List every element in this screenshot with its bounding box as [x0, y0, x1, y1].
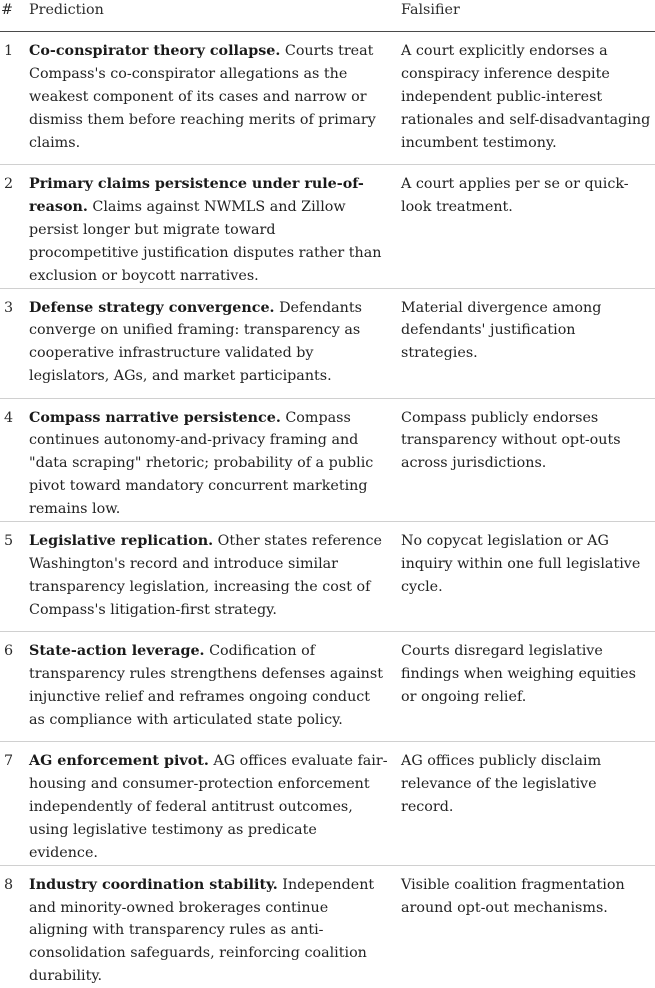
row-number: 4 [0, 398, 29, 522]
prediction-cell [29, 632, 401, 742]
prediction-cell [29, 865, 401, 988]
table-row [0, 632, 655, 742]
header-falsifier: Falsifier [401, 0, 655, 32]
table-row [0, 398, 655, 522]
falsifier-cell: AG offices publicly disclaim relevance of the legislative record. [401, 742, 655, 866]
prediction-text: Compass continues autonomy-and-privacy framing and "data scraping" rhetoric; probability of a public pivot toward mandatory concurrent marketing remains low. [29, 409, 374, 518]
prediction-cell [29, 288, 401, 398]
header-row [0, 0, 655, 32]
falsifier-cell: A court explicitly endorses a conspiracy inference despite independent public-interest rationales and self-disadvantaging incumbent testimony. [401, 32, 655, 165]
falsifier-cell: Visible coalition fragmentation around opt-out mechanisms. [401, 876, 625, 916]
prediction-text: Independent and minority-owned brokerages continue aligning with transparency rules as anti-consolidation safeguards, reinforcing coalition durability. [29, 876, 375, 985]
prediction-title: Primary claims persistence under rule-of-reason. [29, 176, 364, 215]
table-row [0, 742, 655, 866]
prediction-text: AG offices evaluate fair-housing and consumer-protection enforcement independently of federal antitrust outcomes, using legislative testimony as predicate evidence. [29, 753, 388, 861]
prediction-title: Industry coordination stability. [29, 876, 278, 893]
table-row [0, 522, 655, 632]
table-row [0, 865, 655, 988]
table-row [0, 32, 655, 165]
row-number: 5 [0, 522, 29, 632]
prediction-text: Other states reference Washington's record and introduce similar transparency legislation, increasing the cost of Compass's litigation-first strategy. [29, 533, 382, 618]
prediction-cell [29, 32, 401, 165]
prediction-cell [29, 165, 401, 289]
row-number: 7 [0, 742, 29, 866]
table-row [0, 165, 655, 289]
falsifier-cell: A court applies per se or quick-look treatment. [401, 165, 655, 289]
row-number: 1 [0, 32, 29, 165]
prediction-cell [29, 742, 401, 866]
header-number: # [0, 0, 29, 32]
header-prediction: Prediction [29, 0, 401, 32]
falsifier-cell: Material divergence among defendants' justification strategies. [401, 288, 655, 398]
prediction-title: Defense strategy convergence. [29, 299, 275, 316]
prediction-title: Compass narrative persistence. [29, 409, 281, 426]
prediction-text: Codification of transparency rules strengthens defenses against injunctive relief and reframes ongoing conduct as compliance with articulated state policy. [29, 643, 383, 728]
falsifier-cell: No copycat legislation or AG inquiry within one full legislative cycle. [401, 522, 655, 632]
prediction-title: Legislative replication. [29, 533, 214, 550]
prediction-text: Claims against NWMLS and Zillow persist longer but migrate toward procompetitive justification disputes rather than exclusion or boycott narratives. [29, 198, 382, 284]
falsifier-cell: Courts disregard legislative findings when weighing equities or ongoing relief. [401, 632, 655, 742]
row-number: 6 [0, 632, 29, 742]
prediction-title: State-action leverage. [29, 643, 205, 660]
prediction-text: Defendants converge on unified framing: transparency as cooperative infrastructure validated by legislators, AGs, and market participants. [29, 299, 362, 385]
prediction-title: AG enforcement pivot. [29, 753, 209, 770]
row-number: 3 [0, 288, 29, 398]
prediction-title: Co-conspirator theory collapse. [29, 43, 281, 59]
row-number: 2 [0, 165, 29, 289]
prediction-cell [29, 522, 401, 632]
prediction-text: Courts treat Compass's co-conspirator allegations as the weakest component of its cases and narrow or dismiss them before reaching merits of primary claims. [29, 43, 376, 151]
falsifier-cell: Compass publicly endorses transparency without opt-outs across jurisdictions. [401, 398, 655, 522]
table-row [0, 288, 655, 398]
row-number: 8 [4, 876, 14, 893]
prediction-cell [29, 398, 401, 522]
